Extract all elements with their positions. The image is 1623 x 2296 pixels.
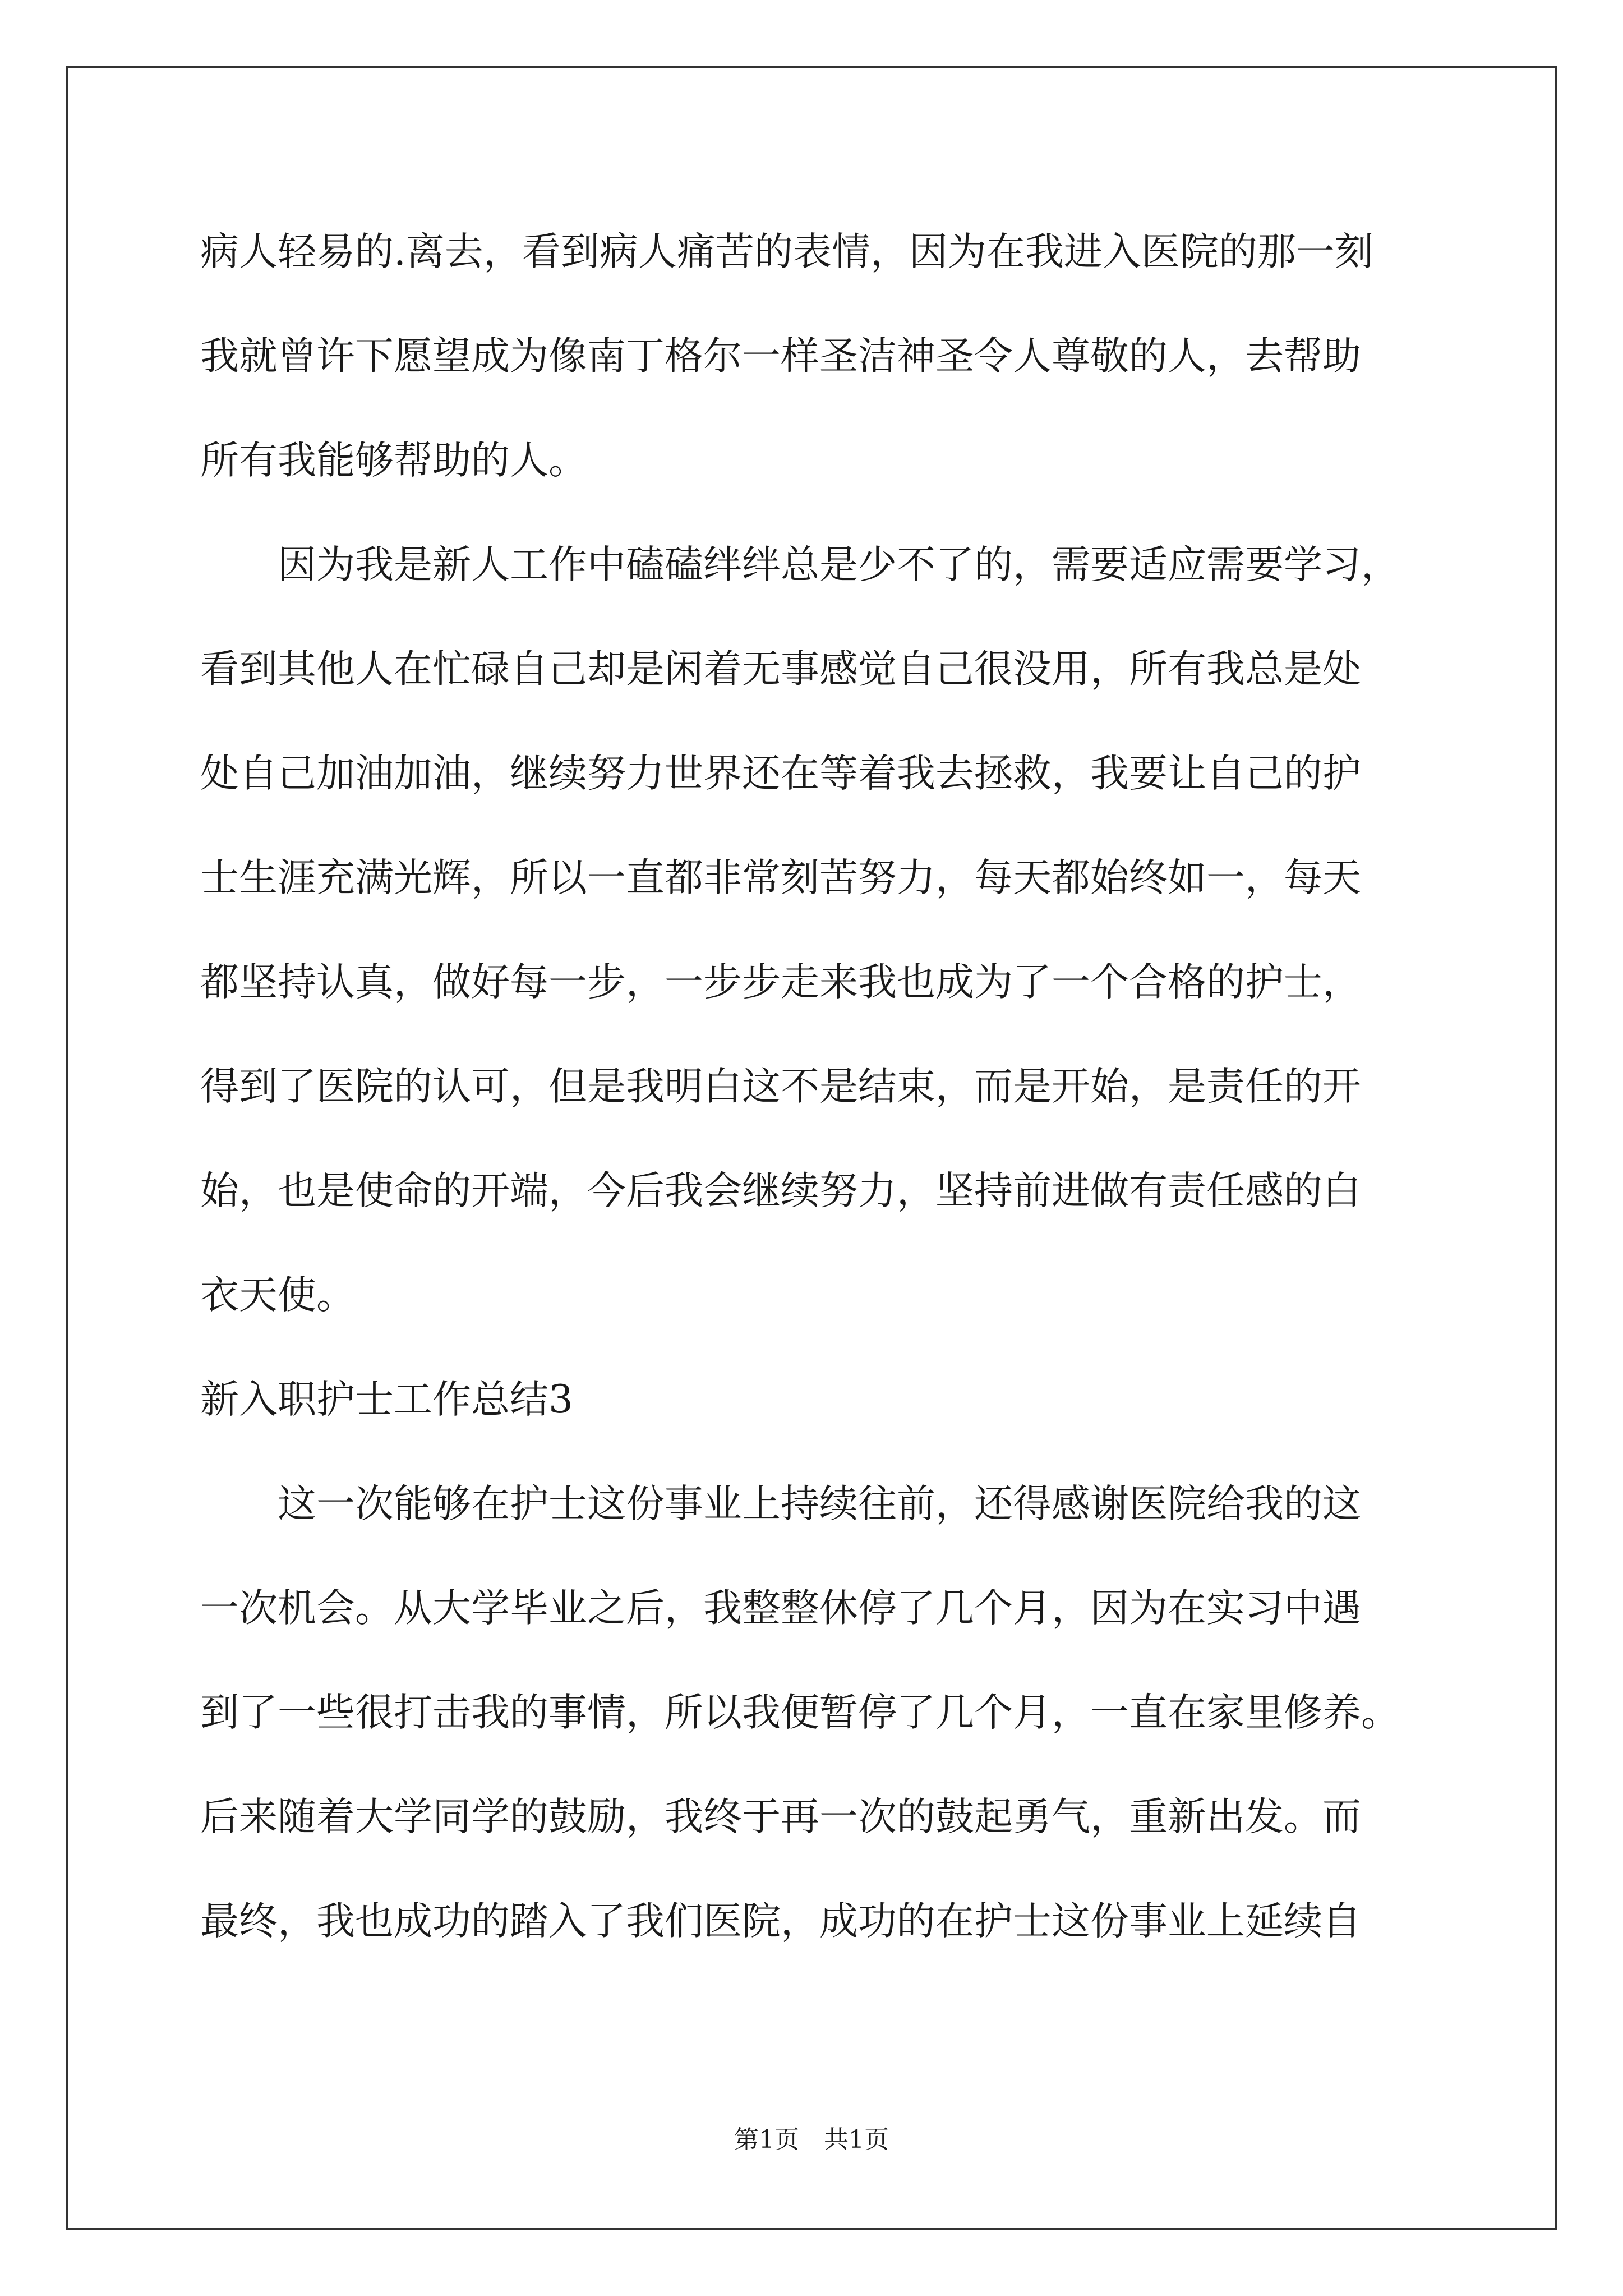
body-line-2: 我就曾许下愿望成为像南丁格尔一样圣洁神圣令人尊敬的人，去帮助 (200, 334, 1361, 379)
section-heading: 新入职护士工作总结3 (200, 1377, 573, 1422)
body-line-6: 处自己加油加油，继续努力世界还在等着我去拯救，我要让自己的护 (200, 751, 1361, 796)
body-line-15: 到了一些很打击我的事情，所以我便暂停了几个月，一直在家里修养。 (200, 1690, 1400, 1735)
body-line-17: 最终，我也成功的踏入了我们医院，成功的在护士这份事业上延续自 (200, 1899, 1361, 1944)
body-line-5: 看到其他人在忙碌自己却是闲着无事感觉自己很没用，所有我总是处 (200, 647, 1361, 692)
body-line-8: 都坚持认真，做好每一步，一步步走来我也成为了一个合格的护士， (200, 960, 1361, 1005)
body-line-16: 后来随着大学同学的鼓励，我终于再一次的鼓起勇气，重新出发。而 (200, 1795, 1361, 1839)
page-footer: 第1页 共1页 (734, 2125, 889, 2154)
body-line-7: 士生涯充满光辉，所以一直都非常刻苦努力，每天都始终如一，每天 (200, 855, 1361, 900)
body-line-1: 病人轻易的.离去，看到病人痛苦的表情，因为在我进入医院的那一刻 (200, 229, 1373, 274)
body-line-11: 衣天使。 (200, 1273, 355, 1318)
body-line-14: 一次机会。从大学毕业之后，我整整休停了几个月，因为在实习中遇 (200, 1586, 1361, 1631)
body-line-4: 因为我是新人工作中磕磕绊绊总是少不了的，需要适应需要学习， (200, 542, 1400, 587)
body-line-9: 得到了医院的认可，但是我明白这不是结束，而是开始，是责任的开 (200, 1064, 1361, 1109)
body-line-10: 始，也是使命的开端，今后我会继续努力，坚持前进做有责任感的白 (200, 1168, 1361, 1213)
body-line-13: 这一次能够在护士这份事业上持续往前，还得感谢医院给我的这 (200, 1481, 1361, 1526)
body-line-3: 所有我能够帮助的人。 (200, 438, 587, 483)
